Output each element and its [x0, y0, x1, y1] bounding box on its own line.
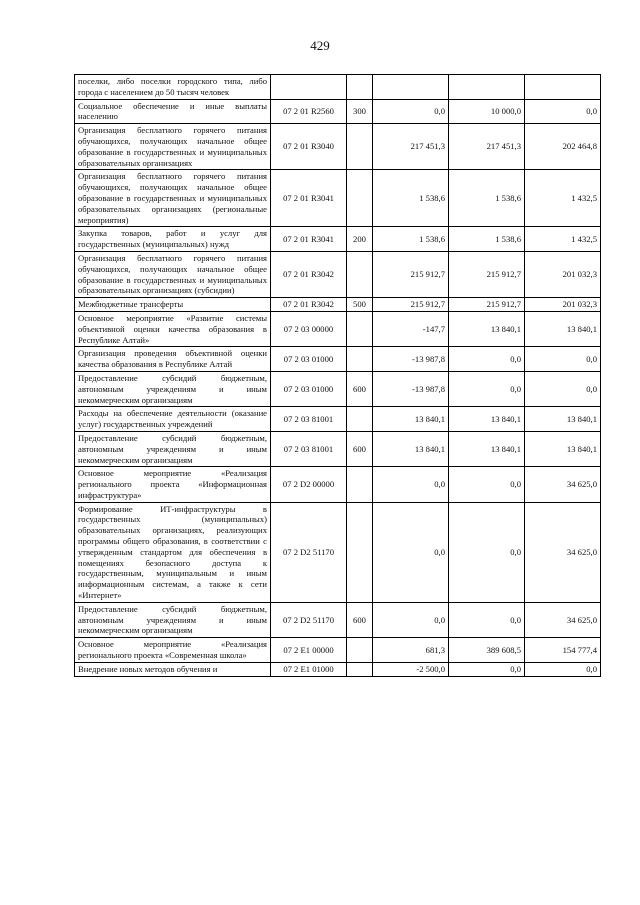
amount-year-3: 0,0 — [525, 662, 601, 676]
budget-item-name: Закупка товаров, работ и услуг для государственных (муниципальных) нужд — [75, 227, 271, 252]
amount-year-3: 34 625,0 — [525, 502, 601, 602]
budget-classification-code: 07 2 03 01000 — [271, 371, 347, 406]
budget-classification-code: 07 2 03 81001 — [271, 407, 347, 432]
amount-change: 681,3 — [373, 638, 449, 663]
budget-item-name: Формирование ИТ-инфраструктуры в государственных (муниципальных) образовательных организациях, реализующих программы общего образования, в соответствии с утвержденным стандартом для обеспечения в помещениях безопасного доступа к государственным, муниципальным и иным информационным системам, а также к сети «Интернет» — [75, 502, 271, 602]
amount-change: 1 538,6 — [373, 227, 449, 252]
amount-year-2 — [449, 75, 525, 100]
amount-change: 215 912,7 — [373, 251, 449, 297]
table-row — [75, 431, 601, 466]
expense-type-code — [347, 251, 373, 297]
amount-year-3 — [525, 75, 601, 100]
table-row — [75, 662, 601, 676]
amount-year-2: 1 538,6 — [449, 170, 525, 227]
budget-classification-code: 07 2 03 00000 — [271, 311, 347, 346]
expense-type-code: 600 — [347, 602, 373, 637]
amount-year-3: 201 032,3 — [525, 298, 601, 312]
budget-item-name: Организация бесплатного горячего питания обучающихся, получающих начальное общее образование в государственных и муниципальных образовательных организациях (региональные мероприятия) — [75, 170, 271, 227]
amount-year-2: 389 608,5 — [449, 638, 525, 663]
amount-year-3: 201 032,3 — [525, 251, 601, 297]
amount-change: 13 840,1 — [373, 407, 449, 432]
expense-type-code — [347, 311, 373, 346]
expense-type-code — [347, 407, 373, 432]
expense-type-code: 200 — [347, 227, 373, 252]
budget-classification-code: 07 2 01 R3041 — [271, 170, 347, 227]
expense-type-code — [347, 75, 373, 100]
amount-year-3: 34 625,0 — [525, 602, 601, 637]
expense-type-code: 600 — [347, 371, 373, 406]
table-row — [75, 347, 601, 372]
budget-classification-code: 07 2 01 R3042 — [271, 298, 347, 312]
expense-type-code — [347, 662, 373, 676]
table-row — [75, 124, 601, 170]
table-row — [75, 99, 601, 124]
budget-item-name: Основное мероприятие «Развитие системы объективной оценки качества образования в Республике Алтай» — [75, 311, 271, 346]
expense-type-code — [347, 170, 373, 227]
amount-change: -2 500,0 — [373, 662, 449, 676]
amount-year-3: 1 432,5 — [525, 170, 601, 227]
amount-change: 13 840,1 — [373, 431, 449, 466]
budget-classification-code: 07 2 01 R3041 — [271, 227, 347, 252]
amount-year-3: 13 840,1 — [525, 311, 601, 346]
budget-item-name: Основное мероприятие «Реализация регионального проекта «Современная школа» — [75, 638, 271, 663]
amount-year-2: 13 840,1 — [449, 311, 525, 346]
amount-year-2: 0,0 — [449, 347, 525, 372]
table-row — [75, 467, 601, 502]
budget-table — [74, 74, 601, 677]
budget-item-name: Основное мероприятие «Реализация регионального проекта «Информационная инфраструктура» — [75, 467, 271, 502]
amount-change: -147,7 — [373, 311, 449, 346]
expense-type-code — [347, 638, 373, 663]
budget-classification-code: 07 2 01 R3040 — [271, 124, 347, 170]
amount-year-3: 0,0 — [525, 371, 601, 406]
budget-item-name: Организация бесплатного горячего питания обучающихся, получающих начальное общее образование в государственных и муниципальных образовательных организациях — [75, 124, 271, 170]
amount-year-3: 34 625,0 — [525, 467, 601, 502]
table-row — [75, 602, 601, 637]
amount-year-2: 215 912,7 — [449, 251, 525, 297]
amount-change: 0,0 — [373, 502, 449, 602]
amount-year-2: 0,0 — [449, 467, 525, 502]
budget-classification-code: 07 2 E1 01000 — [271, 662, 347, 676]
amount-year-2: 215 912,7 — [449, 298, 525, 312]
budget-item-name: поселки, либо поселки городского типа, либо города с населением до 50 тысяч человек — [75, 75, 271, 100]
budget-item-name: Предоставление субсидий бюджетным, автономным учреждениям и иным некоммерческим организациям — [75, 602, 271, 637]
budget-table-body — [75, 75, 601, 677]
amount-year-2: 13 840,1 — [449, 431, 525, 466]
budget-classification-code: 07 2 01 R3042 — [271, 251, 347, 297]
budget-item-name: Социальное обеспечение и иные выплаты населению — [75, 99, 271, 124]
amount-change: -13 987,8 — [373, 371, 449, 406]
budget-classification-code: 07 2 D2 00000 — [271, 467, 347, 502]
amount-year-3: 202 464,8 — [525, 124, 601, 170]
amount-year-3: 154 777,4 — [525, 638, 601, 663]
expense-type-code: 500 — [347, 298, 373, 312]
amount-year-3: 13 840,1 — [525, 431, 601, 466]
amount-year-2: 0,0 — [449, 502, 525, 602]
table-row — [75, 371, 601, 406]
budget-classification-code: 07 2 E1 00000 — [271, 638, 347, 663]
budget-item-name: Межбюджетные трансферты — [75, 298, 271, 312]
amount-year-3: 1 432,5 — [525, 227, 601, 252]
amount-year-2: 0,0 — [449, 371, 525, 406]
expense-type-code — [347, 467, 373, 502]
amount-year-2: 1 538,6 — [449, 227, 525, 252]
table-row — [75, 170, 601, 227]
budget-item-name: Внедрение новых методов обучения и — [75, 662, 271, 676]
amount-year-3: 0,0 — [525, 99, 601, 124]
expense-type-code — [347, 502, 373, 602]
amount-change: 215 912,7 — [373, 298, 449, 312]
amount-year-2: 217 451,3 — [449, 124, 525, 170]
budget-classification-code: 07 2 03 01000 — [271, 347, 347, 372]
budget-classification-code — [271, 75, 347, 100]
expense-type-code: 600 — [347, 431, 373, 466]
amount-change: 0,0 — [373, 99, 449, 124]
table-row — [75, 638, 601, 663]
amount-year-2: 13 840,1 — [449, 407, 525, 432]
table-row — [75, 502, 601, 602]
budget-item-name: Предоставление субсидий бюджетным, автономным учреждениям и иным некоммерческим организациям — [75, 431, 271, 466]
table-row — [75, 227, 601, 252]
amount-change: 217 451,3 — [373, 124, 449, 170]
budget-classification-code: 07 2 01 R2560 — [271, 99, 347, 124]
amount-change: 1 538,6 — [373, 170, 449, 227]
table-row — [75, 251, 601, 297]
budget-item-name: Предоставление субсидий бюджетным, автономным учреждениям и иным некоммерческим организациям — [75, 371, 271, 406]
budget-classification-code: 07 2 D2 51170 — [271, 502, 347, 602]
budget-item-name: Организация проведения объективной оценки качества образования в Республике Алтай — [75, 347, 271, 372]
page-number: 429 — [310, 38, 330, 53]
amount-year-2: 0,0 — [449, 602, 525, 637]
expense-type-code: 300 — [347, 99, 373, 124]
amount-year-2: 0,0 — [449, 662, 525, 676]
amount-change: 0,0 — [373, 602, 449, 637]
table-row — [75, 75, 601, 100]
expense-type-code — [347, 347, 373, 372]
table-row — [75, 311, 601, 346]
table-row — [75, 407, 601, 432]
budget-item-name: Расходы на обеспечение деятельности (оказание услуг) государственных учреждений — [75, 407, 271, 432]
amount-year-3: 0,0 — [525, 347, 601, 372]
budget-classification-code: 07 2 03 81001 — [271, 431, 347, 466]
expense-type-code — [347, 124, 373, 170]
table-row — [75, 298, 601, 312]
amount-year-3: 13 840,1 — [525, 407, 601, 432]
amount-year-2: 10 000,0 — [449, 99, 525, 124]
amount-change — [373, 75, 449, 100]
budget-classification-code: 07 2 D2 51170 — [271, 602, 347, 637]
amount-change: -13 987,8 — [373, 347, 449, 372]
budget-item-name: Организация бесплатного горячего питания обучающихся, получающих начальное общее образование в государственных и муниципальных образовательных организациях (субсидии) — [75, 251, 271, 297]
amount-change: 0,0 — [373, 467, 449, 502]
